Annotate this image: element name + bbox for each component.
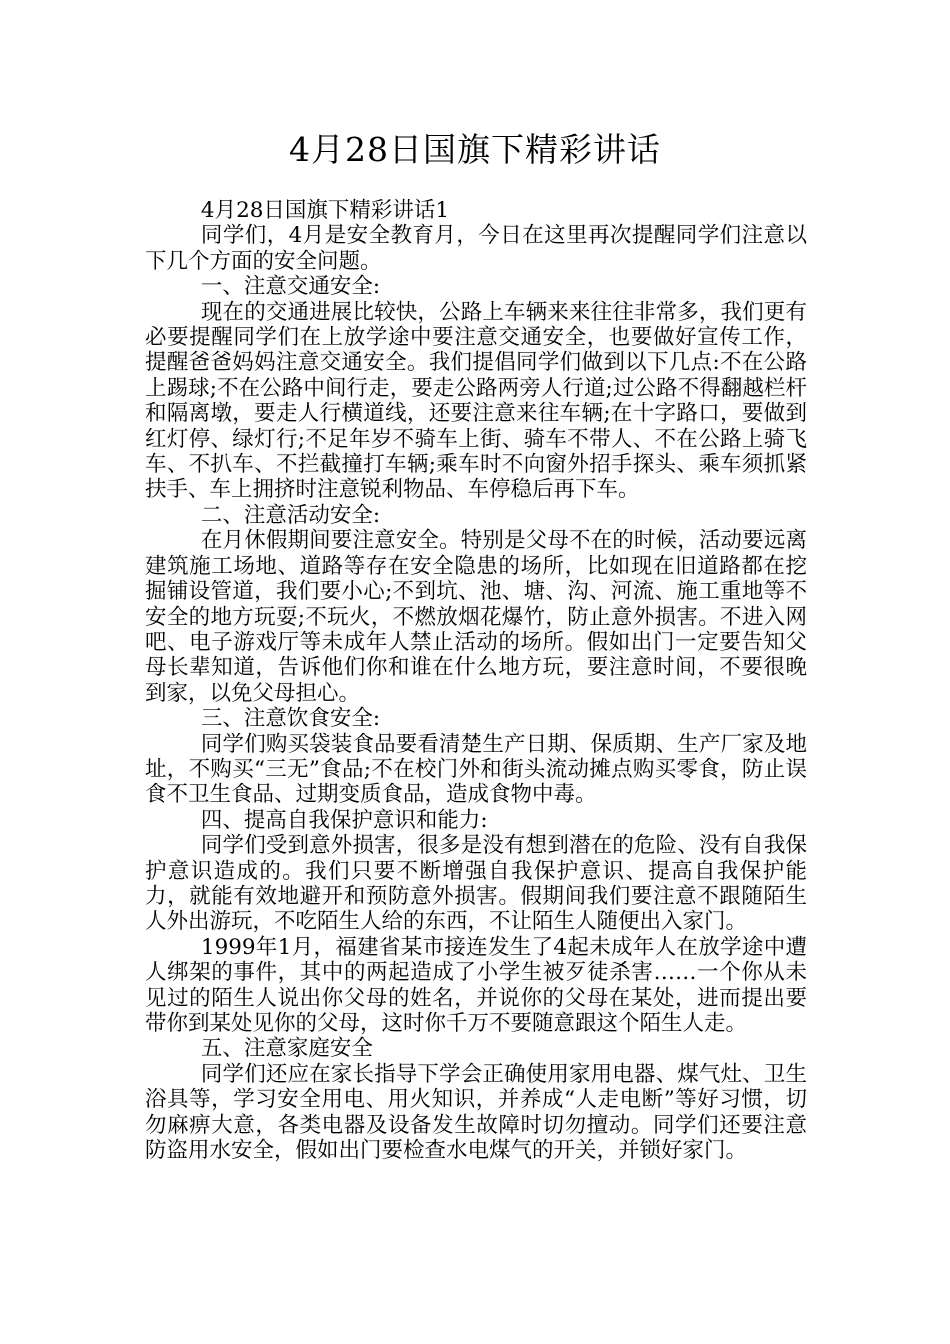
section-heading: 三、注意饮食安全:	[200, 706, 381, 732]
body-paragraph: 同学们，4月是安全教育月，今日在这里再次提醒同学们注意以下几个方面的安全问题。	[145, 223, 807, 274]
body-paragraph: 同学们购买袋装食品要看清楚生产日期、保质期、生产厂家及地址，不购买“三无”食品;不在校门外和街头流动摊点购买零食，防止误食不卫生食品、过期变质食品，造成食物中毒。	[145, 731, 807, 808]
section-heading: 五、注意家庭安全	[200, 1036, 373, 1062]
body-paragraph: 1999年1月，福建省某市接连发生了4起未成年人在放学途中遭人绑架的事件，其中的两起造成了小学生被歹徒杀害……一个你从未见过的陌生人说出你父母的姓名，并说你的父母在某处，进而提出要带你到某处见你的父母，这时你千万不要随意跟这个陌生人走。	[145, 934, 807, 1036]
document-title: 4月28日国旗下精彩讲话	[289, 130, 661, 169]
section-heading: 二、注意活动安全:	[200, 502, 381, 528]
body-paragraph: 在月休假期间要注意安全。特别是父母不在的时候，活动要远离建筑施工场地、道路等存在安全隐患的场所，比如现在旧道路都在挖掘铺设管道，我们要小心;不到坑、池、塘、沟、河流、施工重地等不安全的地方玩耍;不玩火，不燃放烟花爆竹，防止意外损害。不进入网吧、电子游戏厅等未成年人禁止活动的场所。假如出门一定要告知父母长辈知道，告诉他们你和谁在什么地方玩，要注意时间，不要很晚到家，以免父母担心。	[145, 528, 807, 706]
section-heading: 四、提高自我保护意识和能力:	[200, 807, 488, 833]
document-body	[145, 198, 807, 1163]
section-heading: 一、注意交通安全:	[200, 274, 381, 300]
body-paragraph: 同学们受到意外损害，很多是没有想到潜在的危险、没有自我保护意识造成的。我们只要不断增强自我保护意识、提高自我保护能力，就能有效地避开和预防意外损害。假期间我们要注意不跟随陌生人外出游玩，不吃陌生人给的东西，不让陌生人随便出入家门。	[145, 833, 807, 935]
body-paragraph: 现在的交通进展比较快，公路上车辆来来往往非常多，我们更有必要提醒同学们在上放学途中要注意交通安全，也要做好宣传工作，提醒爸爸妈妈注意交通安全。我们提倡同学们做到以下几点:不在公路上踢球;不在公路中间行走，要走公路两旁人行道;过公路不得翻越栏杆和隔离墩，要走人行横道线，还要注意来往车辆;在十字路口，要做到红灯停、绿灯行;不足年岁不骑车上街、骑车不带人、不在公路上骑飞车、不扒车、不拦截撞打车辆;乘车时不向窗外招手探头、乘车须抓紧扶手、车上拥挤时注意锐利物品、车停稳后再下车。	[145, 299, 807, 503]
section-heading: 4月28日国旗下精彩讲话1	[200, 198, 450, 223]
body-paragraph: 同学们还应在家长指导下学会正确使用家用电器、煤气灶、卫生浴具等，学习安全用电、用火知识，并养成“人走电断”等好习惯，切勿麻痹大意，各类电器及设备发生故障时切勿擅动。同学们还要注意防盗用水安全，假如出门要检查水电煤气的开关，并锁好家门。	[145, 1061, 807, 1164]
